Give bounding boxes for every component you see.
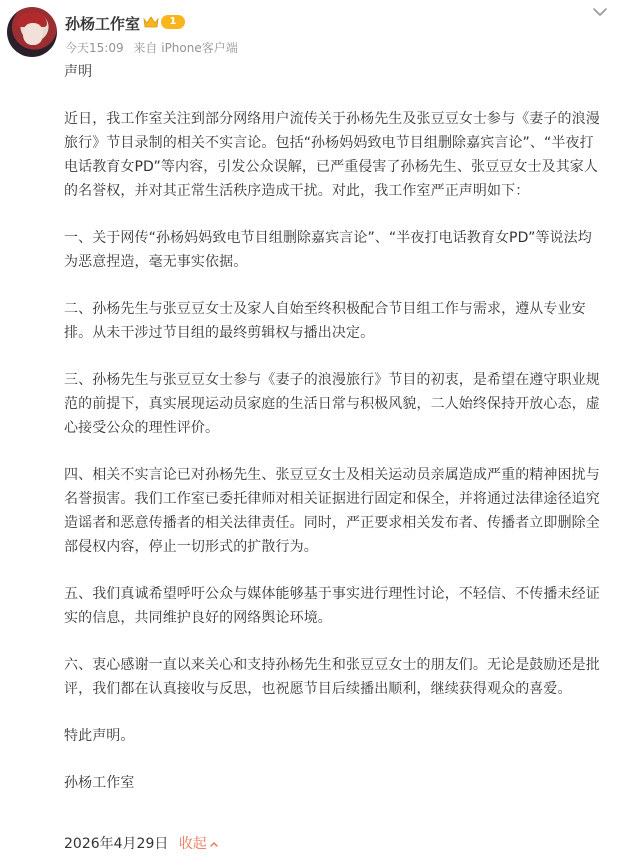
paragraph-5: 五、我们真诚希望呼吁公众与媒体能够基于事实进行理性讨论，不轻信、不传播未经证实的信息，共同维护良好的网络舆论环境。: [64, 586, 600, 626]
paragraph-3: 三、孙杨先生与张豆豆女士参与《妻子的浪漫旅行》节目的初衷，是希望在遵守职业规范的前提下，真实展现运动员家庭的生活日常与积极风貌，二人始终保持开放心态，虚心接受公众的理性评价。: [64, 372, 600, 436]
post-content: [64, 60, 604, 795]
post-signature: 孙杨工作室: [64, 775, 135, 791]
paragraph-4: 四、相关不实言论已对孙杨先生、张豆豆女士及相关运动员亲属造成严重的精神困扰与名誉损害。我们工作室已委托律师对相关证据进行固定和保全，并将通过法律途径追究造谣者和恶意传播者的相关法律责任。同时，严正要求相关发布者、传播者立即删除全部侵权内容，停止一切形式的扩散行为。: [64, 467, 600, 555]
post-footer: [64, 832, 219, 856]
paragraph-intro: 近日，我工作室关注到部分网络用户流传关于孙杨先生及张豆豆女士参与《妻子的浪漫旅行》节目录制的相关不实言论。包括“孙杨妈妈致电节目组删除嘉宾言论”、“半夜打电话教育女PD”等内容，引发公众误解，已严重侵害了孙杨先生、张豆豆女士及其家人的名誉权，并对其正常生活秩序造成干扰。对此，我工作室严正声明如下：: [64, 111, 600, 199]
collapse-button[interactable]: [179, 836, 219, 852]
crown-icon: [143, 15, 159, 29]
post-title: 声明: [64, 64, 93, 80]
collapse-label: 收起: [178, 836, 207, 852]
post-source: 来自 iPhone客户端: [133, 41, 238, 55]
user-name[interactable]: 孙杨工作室: [65, 15, 141, 33]
paragraph-1: 一、关于网传“孙杨妈妈致电节目组删除嘉宾言论”、“半夜打电话教育女PD”等说法均为恶意捏造，毫无事实依据。: [64, 230, 592, 270]
chevron-up-icon: [209, 839, 219, 849]
avatar-face: [23, 23, 43, 45]
vip-level: 1: [161, 15, 185, 29]
paragraph-closing: 特此声明。: [64, 728, 135, 744]
post-meta: [65, 39, 244, 56]
vip-badge[interactable]: [143, 15, 185, 29]
post-time[interactable]: 今天15:09: [65, 41, 124, 55]
avatar[interactable]: [7, 7, 57, 57]
chevron-down-icon[interactable]: [590, 2, 610, 22]
paragraph-2: 二、孙杨先生与张豆豆女士及家人自始至终积极配合节目组工作与需求，遵从专业安排。从未干涉过节目组的最终剪辑权与播出决定。: [64, 301, 586, 341]
post-date: 2026年4月29日: [64, 836, 169, 852]
paragraph-6: 六、衷心感谢一直以来关心和支持孙杨先生和张豆豆女士的朋友们。无论是鼓励还是批评，我们都在认真接收与反思，也祝愿节目后续播出顺利，继续获得观众的喜爱。: [64, 657, 600, 697]
